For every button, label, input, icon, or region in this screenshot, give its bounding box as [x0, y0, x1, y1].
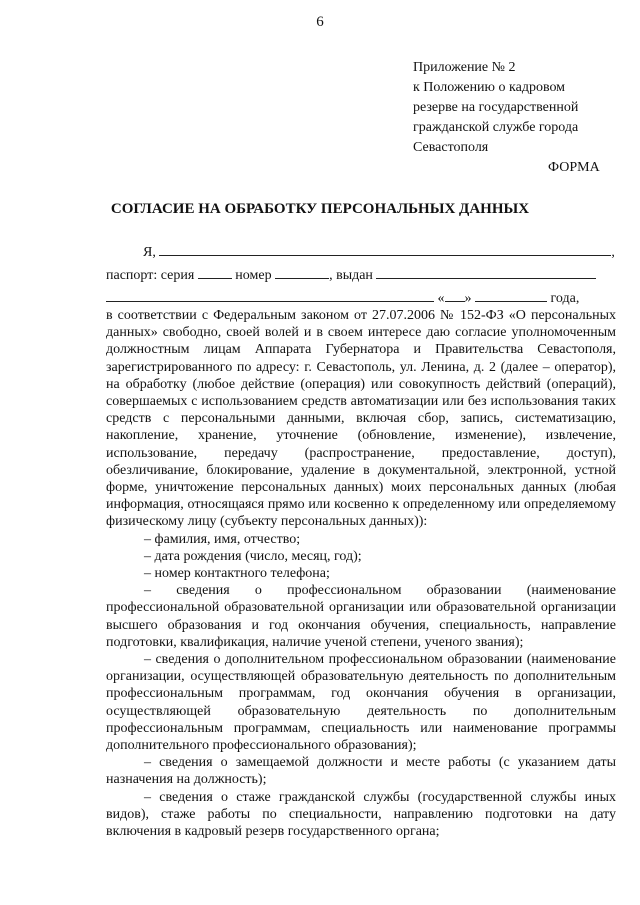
issue-month-field[interactable] — [475, 289, 547, 302]
appendix-block — [413, 58, 633, 158]
issue-date-line — [106, 289, 579, 307]
i-label: Я, — [143, 245, 156, 260]
passport-number-field[interactable] — [275, 266, 329, 279]
date-quote-close: » — [464, 291, 472, 306]
issue-day-field[interactable] — [445, 289, 465, 302]
name-field[interactable] — [159, 243, 611, 256]
list-item: – сведения о замещаемой должности и месте работы (с указанием даты назначения на должность); — [106, 755, 616, 788]
date-quote-open: « — [437, 291, 445, 306]
document-title: СОГЛАСИЕ НА ОБРАБОТКУ ПЕРСОНАЛЬНЫХ ДАННЫХ — [110, 201, 530, 217]
list-item: – фамилия, имя, отчество; — [144, 531, 301, 547]
appendix-line: резерве на государственной — [413, 100, 579, 115]
passport-series-field[interactable] — [198, 266, 232, 279]
consent-paragraph: в соответствии с Федеральным законом от 27.07.2006 № 152-ФЗ «О персональных данных» свободно, своей волей и в своем интересе даю согласие уполномоченным должностным лицам Аппарата Губернатора и Правительства Севастополя, зарегистрированного по адресу: г. Севастополь, ул. Ленина, д. 2 (далее – оператор), на обработку (любое действие (операция) или совокупность действий (операций), совершаемых с использованием средств автоматизации или без использования таких средств с персональными данными, включая сбор, запись, систематизацию, накопление, хранение, уточнение (обновление, изменение), извлечение, использование, передачу (распространение, предоставление, доступ), обезличивание, блокирование, удаление в документальной, электронной, устной форме, уничтожение персональных данных) моих персональных данных (любая информация, относящаяся прямо или косвенно к определенному или определяемому физическому лицу (субъекту персональных данных)): — [106, 308, 616, 530]
list-item: – сведения о стаже гражданской службы (государственной службы иных видов), стаже работы по специальности, направлению подготовки на дату включения в кадровый резерв государственного органа; — [106, 789, 616, 840]
passport-line: паспорт: серия номер , выдан — [106, 266, 596, 284]
number-label: номер — [235, 268, 272, 283]
year-label: года, — [550, 291, 580, 306]
page-number: 6 — [316, 14, 324, 30]
consent-body — [106, 307, 616, 840]
passport-label: паспорт: серия — [106, 268, 195, 283]
list-item: – сведения о дополнительном профессиональном образовании (наименование организации, осуществляющей образовательную деятельность по дополнительным профессиональным программам, год окончания обучения в организации, осуществляющей образовательную деятельность по дополнительным профессиональным программам, специальность или наименование программы дополнительного профессионального образования); — [106, 652, 616, 754]
appendix-line: гражданской службе города — [413, 120, 579, 135]
list-item: – номер контактного телефона; — [144, 566, 330, 582]
issued-label: выдан — [336, 268, 373, 283]
list-item: – сведения о профессиональном образовании (наименование профессиональной образовательной организации или образовательной организации высшего образования и год окончания обучения, специальность, направление подготовки, квалификация, наличие ученой степени, ученого звания); — [106, 583, 616, 650]
appendix-line: Приложение № 2 — [413, 60, 516, 75]
issued-by-field-continued[interactable] — [106, 289, 434, 302]
name-line: Я, , — [143, 245, 615, 260]
appendix-line: к Положению о кадровом — [413, 80, 566, 95]
appendix-line: Севастополя — [413, 140, 489, 155]
form-label: ФОРМА — [548, 160, 600, 175]
list-item: – дата рождения (число, месяц, год); — [144, 548, 362, 564]
issued-by-field[interactable] — [376, 266, 596, 279]
